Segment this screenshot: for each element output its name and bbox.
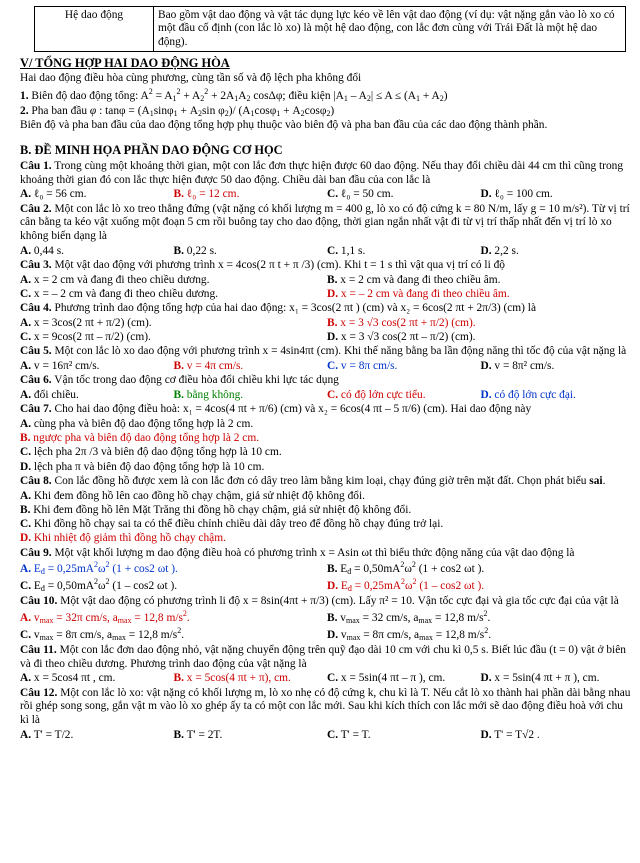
question-12-text: Một con lắc lò xo: vật nặng có khối lượng m, lò xo nhẹ có độ cứng k, chu kì là T. Nếu cắt lò xo thành hai phần dài bằng nhau rồi ghép song song, gắn vật m vào lò xo ghép ấy ta có một con lắc mới. Sau khi kích thích con lắc mới sẽ dao động điều hoà với chu kì là (20, 686, 631, 727)
answer-text: x = 5sin(4 πt + π ), cm. (491, 672, 600, 685)
answer-option[interactable] (327, 359, 481, 373)
answer-label: A. (20, 360, 32, 373)
answer-text: Khi nhiệt độ giảm thì đồng hồ chạy chậm. (31, 532, 226, 545)
answer-option[interactable] (20, 388, 174, 402)
answer-label: C. (20, 580, 32, 593)
question-5-answers (20, 359, 634, 373)
answer-option[interactable] (20, 489, 634, 503)
answer-label: C. (20, 629, 32, 642)
answer-label: D. (480, 672, 492, 685)
answer-text: x = 5sin(4 πt – π ), cm. (338, 672, 446, 685)
question-3 (20, 259, 634, 273)
answer-text: T' = T/2. (31, 728, 74, 741)
answer-option[interactable] (327, 316, 634, 330)
question-1-number: Câu 1. (20, 160, 52, 173)
answer-text: ℓ₀ = 50 cm. (338, 188, 394, 201)
answer-text: ℓ₀ = 12 cm. (183, 188, 240, 201)
answer-text: ngược pha và biên độ dao động tổng hợp là 2 cm. (30, 432, 260, 445)
answer-label: B. (173, 188, 184, 201)
section-v-item1-number: 1. (20, 90, 29, 103)
answer-option[interactable] (327, 388, 481, 402)
answer-option[interactable] (481, 187, 635, 201)
answer-label: B. (20, 503, 31, 516)
answer-text: Khi đồng hồ chạy sai ta có thể điều chỉnh chiều dài dây treo để đồng hồ chạy đúng trở lại. (31, 518, 444, 531)
answer-label: A. (20, 489, 32, 502)
answer-option[interactable] (327, 671, 481, 685)
answer-text: x = – 2 cm và đang đi theo chiều dương. (31, 287, 218, 300)
answer-option[interactable] (20, 728, 174, 742)
answer-option[interactable] (20, 359, 174, 373)
answer-label: D. (20, 460, 32, 473)
answer-text: $E_đ = 0,50mA^2\omega^2$ (1 – cos2 ωt ). (31, 577, 178, 594)
answer-text: $v_{max} = 32$ cm/s, $a_{max} = 12,8$ $m/s^2$. (337, 609, 491, 626)
question-8-emphasis: sai (589, 474, 603, 487)
answer-label: C. (20, 518, 32, 531)
answer-label: D. (480, 389, 492, 402)
table-cell-definition: Bao gồm vật dao động và vật tác dụng lực kéo về lên vật dao động (ví dụ: vật nặng gắn vào lò xo có một đầu cố định (con lắc lò xo) là một hệ dao động, con lắc đơn cùng với Trái Đất là một hệ dao động). (154, 7, 626, 52)
question-8-answers (6, 489, 634, 546)
question-6-number: Câu 6. (20, 374, 52, 387)
answer-text: T' = T√2 . (491, 728, 540, 741)
question-8 (20, 475, 634, 489)
answer-option[interactable] (20, 187, 174, 201)
table-row (35, 7, 626, 52)
answer-label: A. (20, 188, 32, 201)
question-4-number: Câu 4. (20, 302, 52, 315)
section-v-line-4: Biên độ và pha ban đầu của dao động tổng hợp phụ thuộc vào biên độ và pha ban đầu của các dao động thành phần. (20, 119, 548, 132)
question-12-number: Câu 12. (20, 686, 58, 699)
answer-label: C. (327, 728, 339, 741)
question-2-number: Câu 2. (20, 202, 52, 215)
answer-option[interactable] (327, 330, 634, 344)
question-6 (20, 374, 634, 388)
answer-label: C. (327, 672, 339, 685)
answer-label: D. (480, 728, 492, 741)
answer-text: cùng pha và biên độ dao động tổng hợp là 2 cm. (31, 417, 254, 430)
question-10-answers-row-2 (20, 626, 634, 643)
answer-option[interactable] (481, 244, 635, 258)
question-7-number: Câu 7. (20, 403, 52, 416)
answer-text: v = 8π cm/s. (338, 360, 398, 373)
answer-label: B. (327, 273, 338, 286)
answer-option[interactable] (20, 671, 174, 685)
answer-option[interactable] (327, 609, 634, 626)
question-8-number: Câu 8. (20, 474, 52, 487)
question-8-text-tail: . (602, 474, 606, 487)
answer-text: T' = T. (338, 728, 371, 741)
answer-label: D. (327, 580, 339, 593)
question-6-text: Vận tốc trong dao động cơ điều hòa đổi chiều khi lực tác dụng (51, 374, 339, 387)
question-6-answers (20, 388, 634, 402)
answer-option[interactable] (327, 728, 481, 742)
answer-text: 1,1 s. (338, 244, 366, 257)
answer-option[interactable] (174, 728, 328, 742)
answer-text: $E_đ = 0,50mA^2\omega^2$ (1 + cos2 ωt ). (337, 560, 485, 577)
question-4-answers-row-1 (20, 316, 634, 330)
answer-option[interactable] (20, 287, 327, 301)
answer-option[interactable] (20, 316, 327, 330)
definition-table (34, 6, 626, 52)
section-v-item2-number: 2. (20, 104, 29, 117)
question-9-text: Một vật khối lượng m dao động điều hoà có phương trình x = Asin ωt thì biểu thức động năng của vật dao động là (51, 546, 575, 559)
question-9 (20, 547, 634, 561)
question-12-answers (20, 728, 634, 742)
answer-text: Khi đem đồng hồ lên cao đồng hồ chạy chậm, giả sử nhiệt độ không đổi. (31, 489, 365, 502)
answer-text: v = 8π² cm/s. (491, 360, 555, 373)
question-8-text: Con lắc đồng hồ được xem là con lắc đơn có dây treo làm bằng kim loại, chạy đúng giờ trên mặt đất. Chọn phát biểu (51, 474, 590, 487)
answer-label: A. (20, 672, 32, 685)
answer-text: $v_{max} = 32\pi$ cm/s, $a_{max} = 12,8$ $m/s^2$. (31, 609, 190, 626)
answer-label: C. (327, 389, 339, 402)
answer-label: B. (173, 244, 184, 257)
answer-label: A. (20, 244, 32, 257)
answer-text: $E_đ = 0,25mA^2\omega^2$ (1 + cos2 ωt ). (31, 560, 178, 577)
question-11-text: Một con lắc đơn dao động nhỏ, vật nặng chuyển động trên quỹ đạo dài 10 cm với chu kì 0,5 s. Biết lúc đầu (t = 0) vật ở biên và đi theo chiều dương. Phương trình dao động của vật nặng là (20, 644, 626, 670)
question-4 (20, 302, 634, 316)
answer-label: C. (327, 188, 339, 201)
answer-text: v = 4π cm/s. (183, 360, 244, 373)
answer-option[interactable] (327, 560, 634, 577)
answer-label: C. (327, 244, 339, 257)
answer-label: A. (20, 563, 32, 576)
answer-option[interactable] (174, 388, 328, 402)
answer-text: v = 16π² cm/s. (31, 360, 100, 373)
answer-text: x = 3 √3 cos(2 πt – π/2) (cm). (338, 331, 476, 344)
answer-option[interactable] (481, 671, 635, 685)
answer-text: 2,2 s. (491, 244, 519, 257)
answer-text: $v_{max} = 8\pi$ cm/s, $a_{max} = 12,8$ $m/s^2$. (338, 626, 492, 643)
answer-option[interactable] (20, 273, 327, 287)
answer-label: D. (20, 532, 32, 545)
question-1-answers (20, 187, 634, 201)
answer-option[interactable] (481, 359, 635, 373)
answer-label: A. (20, 389, 32, 402)
answer-option[interactable] (174, 671, 328, 685)
answer-text: bằng không. (183, 389, 244, 402)
question-11 (20, 644, 634, 671)
question-2-text: Một con lắc lò xo treo thẳng đứng (vật nặng có khối lượng m = 400 g, lò xo có độ cứng k = 80 N/m, lấy g = 10 m/s²). Từ vị trí cân bằng ta kéo vật xuống một đoạn 5 cm rồi buông tay cho dao động, thời gian ngắn nhất vật đi từ vị trí thấp nhất đến vị trí lò xo không biến dạng là (20, 202, 630, 243)
question-5-text: Một con lắc lò xo dao động với phương trình x = 4sin4πt (cm). Khi thế năng bằng ba lần động năng thì tốc độ của vật nặng là (51, 345, 627, 358)
answer-option[interactable] (481, 728, 635, 742)
answer-option[interactable] (327, 187, 481, 201)
answer-option[interactable] (20, 609, 327, 626)
answer-label: D. (327, 629, 339, 642)
answer-text: x = 3cos(2 πt + π/2) (cm). (31, 316, 152, 329)
section-v-line-2 (20, 87, 634, 104)
answer-option[interactable] (20, 431, 634, 445)
answer-label: B. (327, 612, 338, 625)
question-3-answers-row-1 (20, 273, 634, 287)
section-v-line-1: Hai dao động điều hòa cùng phương, cùng tần số và độ lệch pha không đổi (20, 72, 362, 85)
answer-option[interactable] (327, 287, 634, 301)
answer-option[interactable] (20, 560, 327, 577)
answer-text: x = 3 √3 cos(2 πt + π/2) (cm). (337, 316, 476, 329)
answer-text: x = 5cos4 πt , cm. (31, 672, 116, 685)
answer-option[interactable] (174, 244, 328, 258)
answer-text: x = 5cos(4 πt + π), cm. (183, 672, 291, 685)
question-10-text: Một vật dao động có phương trình li độ x = 8sin(4πt + π/3) (cm). Lấy π² = 10. Vận tốc cực đại và gia tốc cực đại của vật là (57, 595, 619, 608)
question-1-text: Trong cùng một khoảng thời gian, một con lắc đơn thực hiện được 60 dao động. Nếu thay đổi chiều dài 44 cm thì cũng trong khoảng thời gian đó con lắc thực hiện được 50 dao động. Chiều dài ban đầu của con lắc là (20, 160, 624, 186)
question-3-text: Một vật dao động với phương trình x = 4cos(2 π t + π /3) (cm). Khi t = 1 s thì vật qua vị trí có li độ (51, 259, 505, 272)
answer-label: C. (20, 331, 32, 344)
answer-label: B. (173, 672, 184, 685)
answer-text: ℓ₀ = 56 cm. (31, 188, 87, 201)
question-4-text: Phương trình dao động tổng hợp của hai dao động: x₁ = 3cos(2 πt ) (cm) và x₂ = 6cos(2 πt + 2π/3) (cm) là (51, 302, 537, 315)
answer-option[interactable] (20, 330, 327, 344)
answer-label: B. (327, 563, 338, 576)
answer-label: A. (20, 417, 32, 430)
answer-label: A. (20, 273, 32, 286)
question-2-answers (20, 244, 634, 258)
answer-text: ℓ₀ = 100 cm. (491, 188, 553, 201)
table-cell-term: Hệ dao động (35, 7, 154, 52)
question-2 (20, 203, 634, 244)
answer-option[interactable] (20, 626, 327, 643)
answer-label: C. (20, 287, 32, 300)
answer-text: đổi chiều. (31, 389, 79, 402)
answer-text: lệch pha 2π /3 và biên độ dao động tổng hợp là 10 cm. (31, 446, 282, 459)
answer-label: D. (480, 244, 492, 257)
section-v-item2-text: Pha ban đầu φ : $\tan\varphi = (A_1\sin\varphi_1 + A_2\sin$ $\varphi_2)/$ $(A_1\cos\varphi_1 + A_2\cos\varphi_2)$ (28, 104, 335, 118)
question-5 (20, 345, 634, 359)
answer-option[interactable] (174, 187, 328, 201)
answer-option[interactable] (20, 577, 327, 594)
answer-option[interactable] (327, 577, 634, 594)
answer-option[interactable] (20, 460, 634, 474)
question-7 (20, 403, 634, 417)
answer-label: D. (327, 331, 339, 344)
answer-text: 0,22 s. (183, 244, 217, 257)
question-3-answers-row-2 (20, 287, 634, 301)
question-9-answers-row-2 (20, 577, 634, 594)
question-9-number: Câu 9. (20, 546, 52, 559)
answer-option[interactable] (327, 244, 481, 258)
answer-option[interactable] (20, 244, 174, 258)
answer-text: x = 2 cm và đang đi theo chiều dương. (31, 273, 210, 286)
answer-option[interactable] (20, 445, 634, 459)
answer-label: D. (480, 188, 492, 201)
answer-option[interactable] (20, 417, 634, 431)
question-11-number: Câu 11. (20, 644, 57, 657)
answer-label: B. (173, 389, 184, 402)
question-7-text: Cho hai dao động điều hoà: x₁ = 4cos(4 πt + π/6) (cm) và x₂ = 6cos(4 πt – 5 π/6) (cm). Hai dao động này (51, 403, 532, 416)
answer-label: B. (327, 316, 338, 329)
question-11-answers (20, 671, 634, 685)
question-10-answers-row-1 (20, 609, 634, 626)
answer-option[interactable] (20, 517, 634, 531)
answer-text: Khi đem đồng hồ lên Mặt Trăng thi đồng hồ chạy chậm, giả sử nhiệt độ không đổi. (30, 503, 412, 516)
answer-label: B. (173, 360, 184, 373)
question-9-answers-row-1 (20, 560, 634, 577)
question-4-answers-row-2 (20, 330, 634, 344)
answer-label: A. (20, 612, 32, 625)
question-5-number: Câu 5. (20, 345, 52, 358)
answer-text: T' = 2T. (183, 728, 223, 741)
answer-text: $v_{max} = 8\pi$ cm/s, $a_{max} = 12,8$ $m/s^2$. (31, 626, 185, 643)
answer-text: có độ lớn cực đại. (491, 389, 576, 402)
answer-option[interactable] (174, 359, 328, 373)
answer-label: B. (173, 728, 184, 741)
answer-label: A. (20, 728, 32, 741)
question-10-number: Câu 10. (20, 595, 58, 608)
answer-label: B. (20, 432, 31, 445)
question-1 (20, 160, 634, 187)
answer-label: D. (480, 360, 492, 373)
answer-option[interactable] (481, 388, 635, 402)
section-title-b: B. ĐỀ MINH HỌA PHẦN DAO ĐỘNG CƠ HỌC (20, 143, 283, 158)
section-v-item1-text: Biên độ dao động tổng: $A^2 = A_1^2 + A_2^2 + 2A_1A_2$ cosΔφ; điều kiện $|A_1 - A_2| \le A \le (A_1 + A_2)$ (28, 87, 448, 104)
answer-option[interactable] (327, 273, 634, 287)
answer-text: $E_đ = 0,25mA^2\omega^2$ (1 – cos2 ωt ). (338, 577, 485, 594)
question-3-number: Câu 3. (20, 259, 52, 272)
answer-option[interactable] (20, 531, 634, 545)
question-7-answers (6, 417, 634, 474)
answer-text: x = 9cos(2 πt – π/2) (cm). (31, 331, 151, 344)
answer-label: C. (20, 446, 32, 459)
section-title-v: V/ TỔNG HỢP HAI DAO ĐỘNG HÒA (20, 56, 230, 71)
answer-text: lệch pha π và biên độ dao động tổng hợp là 10 cm. (31, 460, 265, 473)
answer-option[interactable] (20, 503, 634, 517)
answer-text: 0,44 s. (31, 244, 64, 257)
answer-text: x = – 2 cm và đang đi theo chiều âm. (338, 287, 510, 300)
answer-label: D. (327, 287, 339, 300)
answer-label: C. (327, 360, 339, 373)
section-v-line-3 (20, 105, 634, 119)
answer-option[interactable] (327, 626, 634, 643)
answer-text: có độ lớn cực tiểu. (338, 389, 426, 402)
answer-label: A. (20, 316, 32, 329)
question-10 (20, 595, 634, 609)
question-12 (20, 687, 634, 728)
answer-text: x = 2 cm và đang đi theo chiều âm. (337, 273, 501, 286)
